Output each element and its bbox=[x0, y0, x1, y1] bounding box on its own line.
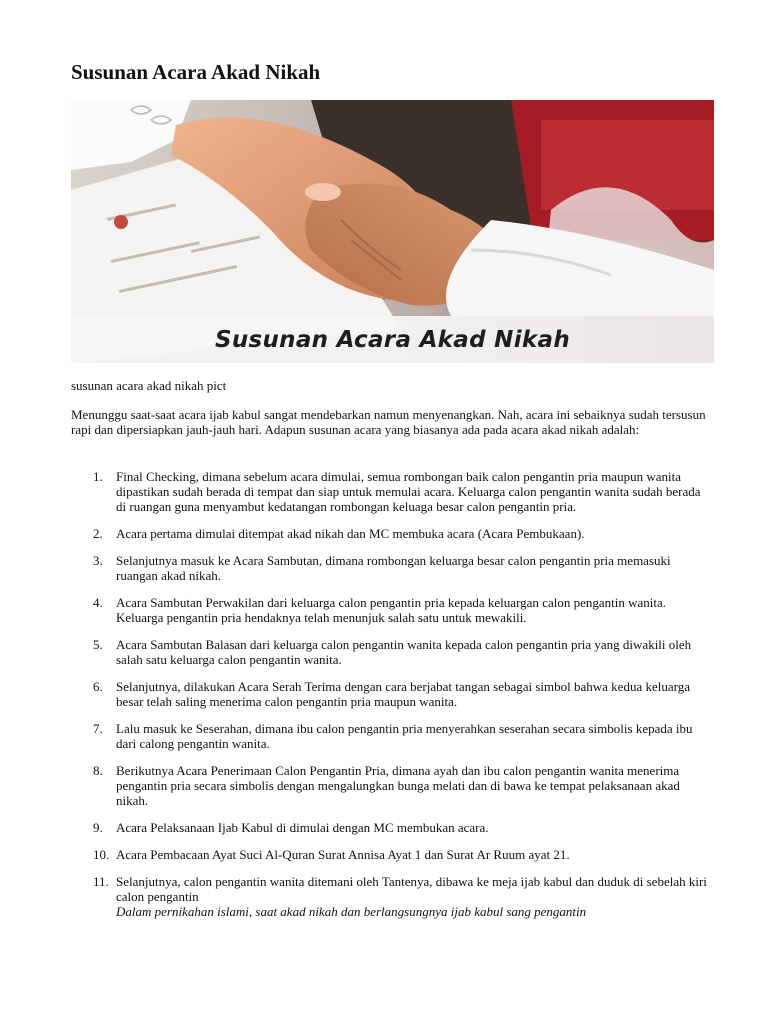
step-text: Acara Pelaksanaan Ijab Kabul di dimulai dengan MC membukan acara. bbox=[116, 820, 489, 835]
step-number: 4. bbox=[93, 595, 103, 610]
step-number: 5. bbox=[93, 637, 103, 652]
step-text: Selanjutnya, dilakukan Acara Serah Terima dengan cara berjabat tangan sebagai simbol bahwa kedua keluarga besar telah saling menerima calon pengantin pria maupun wanita. bbox=[116, 679, 690, 709]
list-item bbox=[71, 595, 711, 625]
list-item bbox=[71, 763, 711, 808]
step-number: 9. bbox=[93, 820, 103, 835]
list-item bbox=[71, 553, 711, 583]
intro-paragraph: Menunggu saat-saat acara ijab kabul sangat mendebarkan namun menyenangkan. Nah, acara ini sebaiknya sudah tersusun rapi dan dipersiapkan jauh-jauh hari. Adapun susunan acara yang biasanya ada pada acara akad nikah adalah: bbox=[71, 407, 706, 437]
step-number: 7. bbox=[93, 721, 103, 736]
step-text: Lalu masuk ke Seserahan, dimana ibu calon pengantin pria menyerahkan seserahan secara simbolis kepada ibu dari calong pengantin wanita. bbox=[116, 721, 693, 751]
list-item bbox=[71, 721, 711, 751]
image-banner bbox=[71, 316, 714, 363]
list-item bbox=[71, 526, 711, 541]
step-text: Acara Pembacaan Ayat Suci Al-Quran Surat Annisa Ayat 1 dan Surat Ar Ruum ayat 21. bbox=[116, 847, 570, 862]
step-number: 1. bbox=[93, 469, 103, 484]
step-number: 8. bbox=[93, 763, 103, 778]
step-text: Acara pertama dimulai ditempat akad nikah dan MC membuka acara (Acara Pembukaan). bbox=[116, 526, 585, 541]
page-title: Susunan Acara Akad Nikah bbox=[71, 60, 321, 84]
list-item bbox=[71, 637, 711, 667]
list-item bbox=[71, 874, 711, 919]
step-number: 11. bbox=[93, 874, 109, 889]
step-text: Selanjutnya, calon pengantin wanita ditemani oleh Tantenya, dibawa ke meja ijab kabul dan duduk di sebelah kiri calon pengantin bbox=[116, 874, 707, 904]
list-item bbox=[71, 469, 711, 514]
step-number: 3. bbox=[93, 553, 103, 568]
step-text: Berikutnya Acara Penerimaan Calon Pengantin Pria, dimana ayah dan ibu calon pengantin wanita menerima pengantin pria secara simbolis dengan mengalungkan bunga melati dan di bawa ke tempat pelaksanaan akad nikah. bbox=[116, 763, 680, 808]
step-number: 10. bbox=[93, 847, 110, 862]
list-item bbox=[71, 679, 711, 709]
steps-list bbox=[71, 469, 711, 931]
italic-quote: Dalam pernikahan islami, saat akad nikah dan berlangsungnya ijab kabul sang pengantin bbox=[116, 904, 587, 919]
list-item bbox=[71, 820, 711, 835]
step-number: 6. bbox=[93, 679, 103, 694]
banner-title: Susunan Acara Akad Nikah bbox=[214, 326, 570, 353]
step-text: Final Checking, dimana sebelum acara dimulai, semua rombongan baik calon pengantin pria maupun wanita dipastikan sudah berada di tempat dan siap untuk memulai acara. Keluarga calon pengantin wanita sudah berada di ruangan guna menyambut kedatangan rombongan keluaga besar calon pengantin pria. bbox=[116, 469, 701, 514]
step-text: Acara Sambutan Balasan dari keluarga calon pengantin wanita kepada calon pengantin pria yang diwakili oleh salah satu keluarga calon pengantin wanita. bbox=[116, 637, 692, 667]
list-item bbox=[71, 847, 711, 862]
hero-image bbox=[71, 100, 714, 363]
step-number: 2. bbox=[93, 526, 103, 541]
image-caption: susunan acara akad nikah pict bbox=[71, 378, 227, 393]
step-text: Selanjutnya masuk ke Acara Sambutan, dimana rombongan keluarga besar calon pengantin pria memasuki ruangan akad nikah. bbox=[116, 553, 671, 583]
step-text: Acara Sambutan Perwakilan dari keluarga calon pengantin pria kepada keluargan calon pengantin wanita. Keluarga pengantin pria hendaknya telah menunjuk salah satu untuk mewakili. bbox=[116, 595, 666, 625]
